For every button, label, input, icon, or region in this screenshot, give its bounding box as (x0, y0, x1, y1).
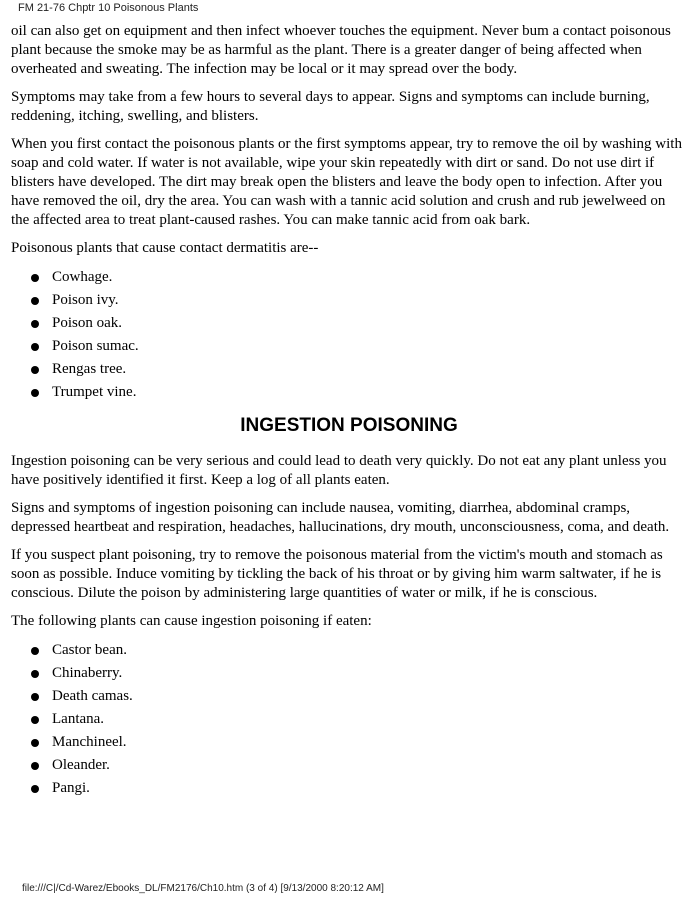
list-item-text: Cowhage. (52, 269, 113, 285)
list-item (28, 731, 687, 754)
bullet-icon (31, 366, 39, 374)
paragraph: Symptoms may take from a few hours to several days to appear. Signs and symptoms can include burning, reddening, itching, swelling, and blisters. (11, 89, 650, 124)
paragraph: The following plants can cause ingestion poisoning if eaten: (11, 613, 372, 629)
list-item-text: Lantana. (52, 711, 105, 727)
list-item (28, 289, 687, 312)
bullet-icon (31, 389, 39, 397)
list-item-text: Oleander. (52, 757, 110, 773)
list-item-text: Trumpet vine. (52, 384, 137, 400)
list-item-text: Poison sumac. (52, 338, 139, 354)
bullet-icon (31, 762, 39, 770)
bullet-icon (31, 274, 39, 282)
bullet-icon (31, 343, 39, 351)
list-item-text: Castor bean. (52, 642, 127, 658)
list-item-text: Poison ivy. (52, 292, 119, 308)
paragraph: Poisonous plants that cause contact dermatitis are-- (11, 240, 319, 256)
list-item-text: Manchineel. (52, 734, 127, 750)
paragraph: Signs and symptoms of ingestion poisoning can include nausea, vomiting, diarrhea, abdominal cramps, depressed heartbeat and respiration, headaches, hallucinations, dry mouth, unconsciousness, coma, and death. (11, 500, 670, 535)
bullet-icon (31, 716, 39, 724)
section-heading: INGESTION POISONING (240, 415, 458, 436)
contact-dermatitis-list (11, 266, 687, 404)
bullet-icon (31, 320, 39, 328)
paragraph: When you first contact the poisonous plants or the first symptoms appear, try to remove the oil by washing with soap and cold water. If water is not available, wipe your skin repeatedly with dirt or sand. Do not use dirt if blisters have developed. The dirt may break open the blisters and leave the body open to infection. After you have removed the oil, dry the area. You can wash with a tannic acid solution and crush and rub jewelweed on the affected area to treat plant-caused rashes. You can make tannic acid from oak bark. (11, 136, 682, 228)
bullet-icon (31, 785, 39, 793)
paragraph: oil can also get on equipment and then infect whoever touches the equipment. Never bum a contact poisonous plant because the smoke may be as harmful as the plant. There is a greater danger of being affected when overheated and sweating. The infection may be local or it may spread over the body. (11, 23, 671, 77)
list-item (28, 266, 687, 289)
list-item-text: Pangi. (52, 780, 90, 796)
ingestion-poisoning-list (11, 639, 687, 800)
list-item (28, 685, 687, 708)
page-footer: file:///C|/Cd-Warez/Ebooks_DL/FM2176/Ch10.htm (3 of 4) [9/13/2000 8:20:12 AM] (22, 883, 384, 894)
bullet-icon (31, 647, 39, 655)
list-item (28, 777, 687, 800)
list-item-text: Death camas. (52, 688, 133, 704)
bullet-icon (31, 693, 39, 701)
paragraph: If you suspect plant poisoning, try to remove the poisonous material from the victim's mouth and stomach as soon as possible. Induce vomiting by tickling the back of his throat or by giving him warm saltwater, if he is conscious. Dilute the poison by administering large quantities of water or milk, if he is conscious. (11, 547, 663, 601)
page-header: FM 21-76 Chptr 10 Poisonous Plants (18, 2, 199, 14)
list-item-text: Rengas tree. (52, 361, 127, 377)
list-item (28, 335, 687, 358)
bullet-icon (31, 297, 39, 305)
document-body (11, 22, 687, 808)
bullet-icon (31, 739, 39, 747)
list-item (28, 708, 687, 731)
list-item-text: Poison oak. (52, 315, 123, 331)
list-item-text: Chinaberry. (52, 665, 123, 681)
paragraph: Ingestion poisoning can be very serious and could lead to death very quickly. Do not eat any plant unless you have positively identified it first. Keep a log of all plants eaten. (11, 453, 667, 488)
list-item (28, 358, 687, 381)
list-item (28, 754, 687, 777)
list-item (28, 639, 687, 662)
list-item (28, 381, 687, 404)
bullet-icon (31, 670, 39, 678)
list-item (28, 662, 687, 685)
list-item (28, 312, 687, 335)
